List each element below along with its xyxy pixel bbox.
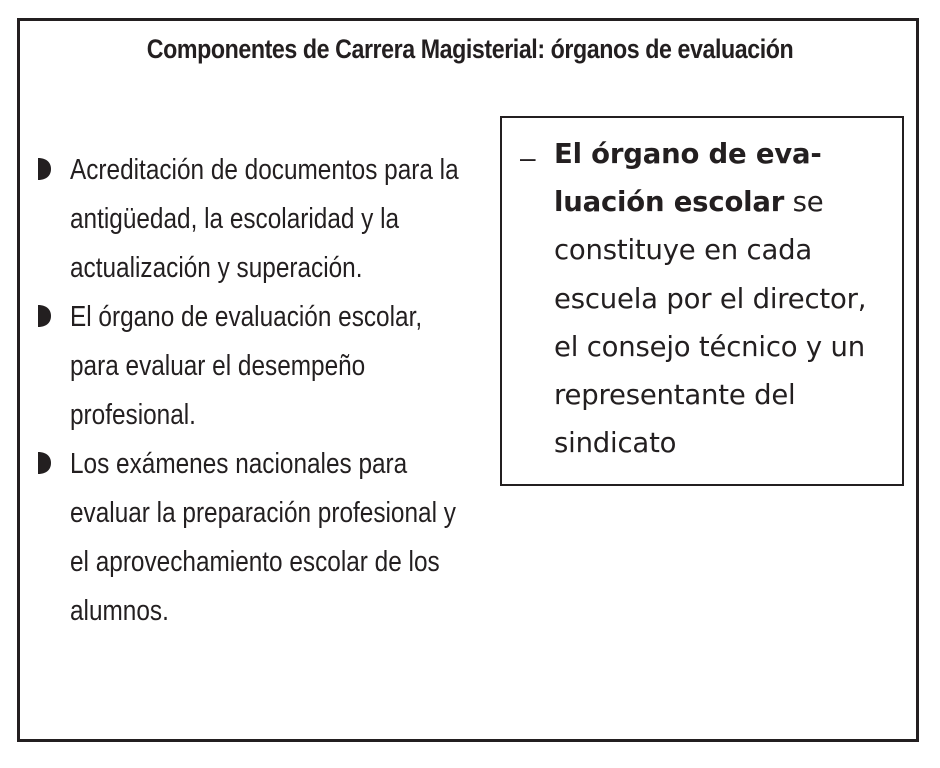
half-circle-bullet-icon (36, 304, 52, 328)
side-box (500, 116, 904, 486)
list-item (36, 293, 486, 440)
dash-marker: – (520, 142, 536, 173)
list-item (36, 146, 486, 293)
half-circle-bullet-icon (36, 157, 52, 181)
side-box-rest-text: se constituye en cada escuela por el director, el consejo técnico y un representante del sindicato (554, 186, 867, 460)
side-box-text (554, 130, 894, 467)
half-circle-bullet-icon (36, 451, 52, 475)
list-item (36, 440, 486, 636)
bullet-text: Los exámenes nacionales para evaluar la preparación profesional y el aprovechamiento escolar de los alumnos. (70, 448, 456, 627)
bullet-text: El órgano de evaluación escolar, para evaluar el desempeño profesional. (70, 301, 423, 431)
bullet-text: Acreditación de documentos para la antigüedad, la escolaridad y la actualización y superación. (70, 154, 459, 284)
page-title: Componentes de Carrera Magisterial: órganos de evaluación (146, 34, 794, 64)
side-box-bold-text: El órgano de eva-luación escolar (554, 138, 822, 219)
bullet-list (36, 146, 486, 636)
